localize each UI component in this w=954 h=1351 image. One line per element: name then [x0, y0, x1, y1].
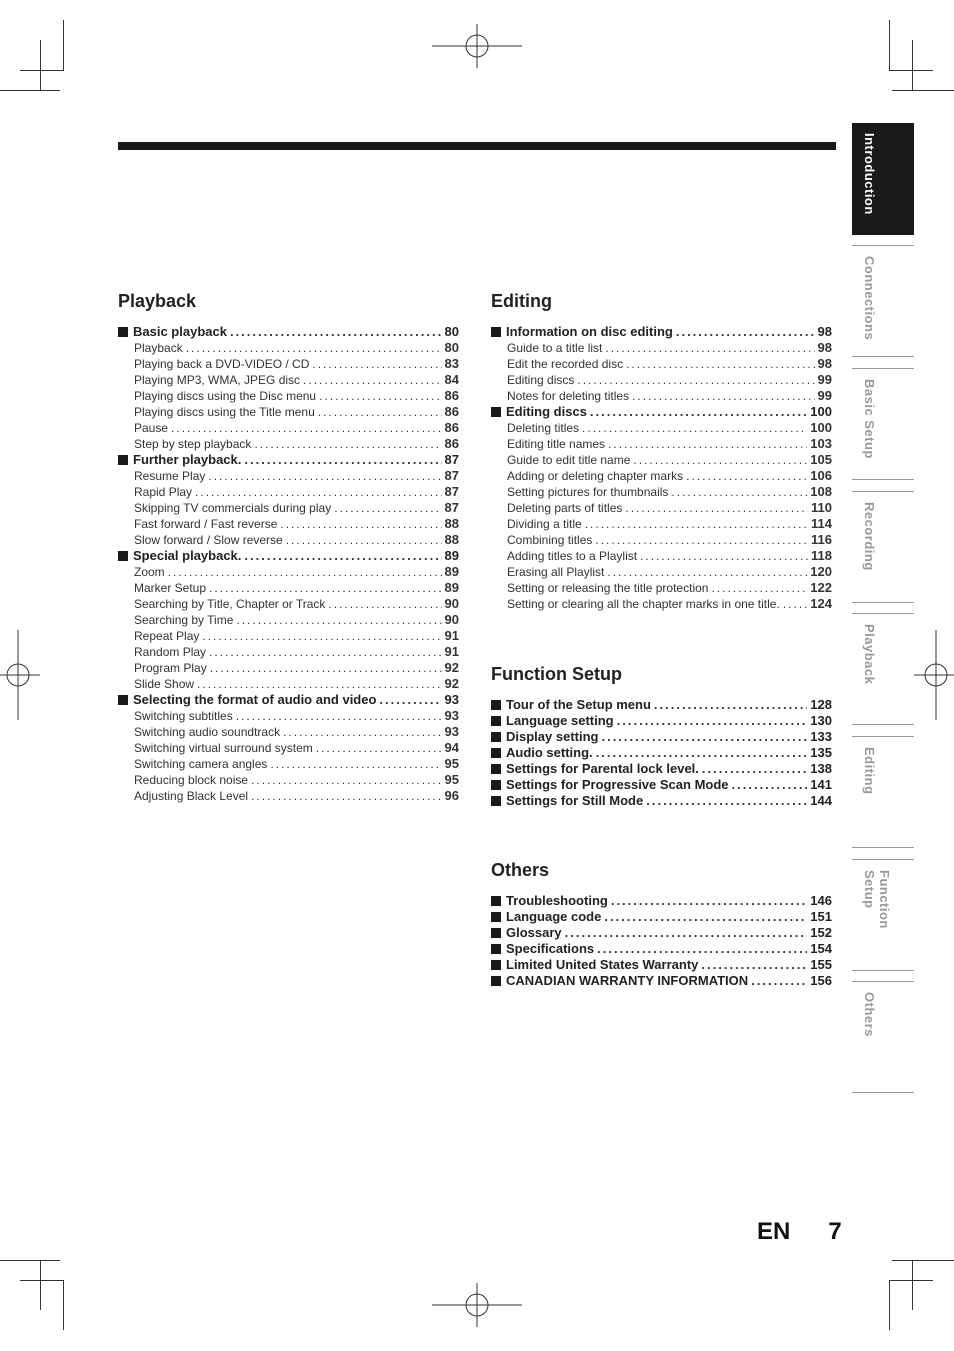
toc-page-number: 87	[444, 452, 459, 467]
side-tab-others[interactable]	[852, 981, 914, 1093]
toc-page-number: 100	[810, 404, 832, 419]
toc-page-number: 146	[810, 893, 832, 908]
toc-page-number: 92	[444, 676, 459, 691]
toc-sub-entry[interactable]	[491, 388, 832, 404]
toc-page-number: 87	[444, 484, 459, 499]
toc-sub-entry[interactable]	[118, 596, 459, 612]
dot-leader	[197, 676, 441, 692]
toc-main-entry[interactable]	[491, 713, 832, 729]
toc-entry-label: Reducing block noise	[134, 773, 249, 787]
toc-entry-label: Playback	[134, 341, 183, 355]
dot-leader	[646, 793, 807, 809]
registration-mark-bottom	[432, 1283, 522, 1327]
toc-entry-label: Language code	[506, 909, 602, 924]
toc-entry-label: CANADIAN WARRANTY INFORMATION	[506, 973, 749, 988]
toc-page-number: 99	[817, 372, 832, 387]
dot-leader	[244, 548, 441, 564]
dot-leader	[585, 516, 808, 532]
toc-entry-label: Edit the recorded disc	[507, 357, 624, 371]
square-bullet-icon	[118, 327, 128, 337]
dot-leader	[676, 324, 815, 340]
toc-page-number: 152	[810, 925, 832, 940]
toc-entry-label: Guide to a title list	[507, 341, 603, 355]
toc-main-entry[interactable]	[118, 692, 459, 708]
toc-entry-label: Skipping TV commercials during play	[134, 501, 332, 515]
toc-page-number: 114	[811, 516, 832, 531]
dot-leader	[195, 484, 442, 500]
square-bullet-icon	[491, 764, 501, 774]
dot-leader	[604, 909, 807, 925]
section-title: Playback	[118, 291, 197, 311]
page-number: 7	[828, 1218, 842, 1245]
toc-sub-entry[interactable]	[491, 548, 832, 564]
language-code: EN	[757, 1218, 791, 1245]
toc-entry-label: Language setting	[506, 713, 614, 728]
toc-page-number: 91	[444, 644, 459, 659]
dot-leader	[595, 532, 808, 548]
toc-entry-label: Information on disc editing	[506, 324, 673, 339]
toc-page-number: 99	[817, 388, 832, 403]
toc-entry-label: Limited United States Warranty	[506, 957, 699, 972]
side-tab-introduction[interactable]	[852, 123, 914, 235]
toc-page-number: 135	[810, 745, 832, 760]
toc-sub-entry[interactable]	[118, 516, 459, 532]
dot-leader	[732, 777, 808, 793]
square-bullet-icon	[491, 976, 501, 986]
dot-leader	[702, 761, 807, 777]
square-bullet-icon	[491, 327, 501, 337]
dot-leader	[633, 452, 807, 468]
toc-page-number: 103	[810, 436, 832, 451]
toc-main-entry[interactable]	[491, 893, 832, 909]
square-bullet-icon	[491, 748, 501, 758]
toc-sub-entry[interactable]	[491, 500, 832, 516]
square-bullet-icon	[491, 944, 501, 954]
side-tab-label: Editing	[862, 747, 877, 795]
toc-page-number: 90	[444, 612, 459, 627]
dot-leader	[283, 724, 441, 740]
toc-page-number: 93	[444, 724, 459, 739]
toc-entry-label: Adding or deleting chapter marks	[507, 469, 684, 483]
toc-page-number: 86	[444, 420, 459, 435]
toc-page-number: 93	[444, 692, 459, 707]
toc-page-number: 87	[444, 468, 459, 483]
dot-leader	[168, 564, 442, 580]
toc-entry-label: Searching by Time	[134, 613, 234, 627]
square-bullet-icon	[118, 695, 128, 705]
toc-sub-entry[interactable]	[491, 340, 832, 356]
dot-leader	[230, 324, 442, 340]
toc-sub-entry[interactable]	[118, 564, 459, 580]
toc-sub-entry[interactable]	[491, 436, 832, 452]
side-tab-basic-setup[interactable]	[852, 368, 914, 480]
side-tab-function-setup[interactable]	[852, 859, 914, 971]
side-tab-label: Connections	[862, 256, 877, 341]
toc-page-number: 116	[811, 532, 832, 547]
dot-leader	[303, 372, 441, 388]
dot-leader	[686, 468, 807, 484]
dot-leader	[236, 612, 441, 628]
dot-leader	[319, 388, 441, 404]
dot-leader	[210, 660, 442, 676]
toc-page-number: 124	[810, 596, 832, 611]
dot-leader	[251, 772, 441, 788]
registration-mark-top	[432, 24, 522, 68]
toc-entry-label: Switching camera angles	[134, 757, 268, 771]
dot-leader	[611, 893, 807, 909]
dot-leader	[590, 404, 807, 420]
toc-entry-label: Zoom	[134, 565, 165, 579]
toc-page-number: 80	[444, 340, 459, 355]
toc-main-entry[interactable]	[491, 973, 832, 989]
toc-sub-entry[interactable]	[491, 420, 832, 436]
toc-page-number: 88	[444, 532, 459, 547]
toc-entry-label: Settings for Still Mode	[506, 793, 644, 808]
section-title: Editing	[491, 291, 552, 311]
toc-entry-label: Dividing a title	[507, 517, 582, 531]
toc-entry-label: Editing title names	[507, 437, 606, 451]
dot-leader	[209, 580, 442, 596]
toc-page-number: 92	[444, 660, 459, 675]
dot-leader	[608, 436, 807, 452]
toc-page-number: 96	[444, 788, 459, 803]
dot-leader	[270, 756, 441, 772]
toc-sub-entry[interactable]	[491, 484, 832, 500]
square-bullet-icon	[491, 912, 501, 922]
toc-page-number: 144	[810, 793, 832, 808]
toc-entry-label: Program Play	[134, 661, 207, 675]
side-tab-label: Playback	[862, 624, 877, 685]
toc-entry-label: Marker Setup	[134, 581, 207, 595]
toc-sub-entry[interactable]	[118, 532, 459, 548]
toc-entry-label: Guide to edit title name	[507, 453, 631, 467]
toc-sub-entry[interactable]	[118, 708, 459, 724]
toc-page-number: 122	[810, 580, 832, 595]
toc-page-number: 95	[444, 756, 459, 771]
function-setup-section	[491, 663, 832, 809]
toc-sub-entry[interactable]	[491, 580, 832, 596]
toc-entry-label: Switching subtitles	[134, 709, 233, 723]
dot-leader	[254, 436, 441, 452]
dot-leader	[236, 708, 442, 724]
dot-leader	[597, 941, 807, 957]
toc-entry-label: Fast forward / Fast reverse	[134, 517, 278, 531]
toc-main-entry[interactable]	[491, 745, 832, 761]
side-tab-label: Basic Setup	[862, 379, 877, 459]
dot-leader	[244, 452, 441, 468]
square-bullet-icon	[491, 796, 501, 806]
dot-leader	[617, 713, 808, 729]
playback-section	[118, 290, 459, 804]
toc-page-number: 120	[810, 564, 832, 579]
toc-main-entry[interactable]	[118, 452, 459, 468]
toc-page-number: 98	[817, 340, 832, 355]
dot-leader	[626, 356, 814, 372]
toc-entry-label: Settings for Parental lock level.	[506, 761, 699, 776]
header-rule	[118, 142, 836, 150]
toc-entry-label: Rapid Play	[134, 485, 193, 499]
toc-page-number: 80	[444, 324, 459, 339]
toc-main-entry[interactable]	[491, 404, 832, 420]
square-bullet-icon	[491, 896, 501, 906]
toc-page-number: 156	[810, 973, 832, 988]
toc-sub-entry[interactable]	[118, 660, 459, 676]
registration-mark-right	[914, 630, 954, 720]
toc-sub-entry[interactable]	[118, 628, 459, 644]
toc-sub-entry[interactable]	[491, 356, 832, 372]
dot-leader	[605, 340, 814, 356]
dot-leader	[783, 596, 807, 612]
toc-entry-label: Erasing all Playlist	[507, 565, 605, 579]
dot-leader	[607, 564, 807, 580]
dot-leader	[751, 973, 807, 989]
dot-leader	[379, 692, 441, 708]
toc-entry-label: Step by step playback	[134, 437, 252, 451]
toc-page-number: 95	[444, 772, 459, 787]
toc-entry-label: Combining titles	[507, 533, 593, 547]
dot-leader	[711, 580, 807, 596]
toc-page-number: 94	[444, 740, 459, 755]
toc-sub-entry[interactable]	[118, 612, 459, 628]
toc-sub-entry[interactable]	[491, 532, 832, 548]
toc-entry-label: Playing back a DVD-VIDEO / CD	[134, 357, 310, 371]
toc-page-number: 105	[810, 452, 832, 467]
toc-main-entry[interactable]	[491, 957, 832, 973]
toc-list	[491, 893, 832, 989]
toc-page-number: 130	[810, 713, 832, 728]
toc-sub-entry[interactable]	[491, 564, 832, 580]
dot-leader	[286, 532, 442, 548]
toc-sub-entry[interactable]	[118, 772, 459, 788]
toc-main-entry[interactable]	[491, 697, 832, 713]
toc-main-entry[interactable]	[491, 925, 832, 941]
toc-sub-entry[interactable]	[491, 452, 832, 468]
section-title: Function Setup	[491, 664, 622, 684]
square-bullet-icon	[491, 780, 501, 790]
toc-page-number: 151	[810, 909, 832, 924]
dot-leader	[209, 644, 441, 660]
toc-entry-label: Setting or clearing all the chapter marks in one title.	[507, 597, 780, 611]
toc-entry-label: Repeat Play	[134, 629, 200, 643]
toc-page-number: 118	[811, 548, 832, 563]
toc-entry-label: Selecting the format of audio and video	[133, 692, 377, 707]
toc-page-number: 155	[810, 957, 832, 972]
toc-sub-entry[interactable]	[118, 500, 459, 516]
dot-leader	[654, 697, 807, 713]
side-tab-label: Recording	[862, 502, 877, 571]
dot-leader	[632, 388, 814, 404]
toc-entry-label: Playing MP3, WMA, JPEG disc	[134, 373, 301, 387]
toc-entry-label: Glossary	[506, 925, 562, 940]
square-bullet-icon	[491, 700, 501, 710]
toc-sub-entry[interactable]	[118, 740, 459, 756]
toc-sub-entry[interactable]	[491, 372, 832, 388]
toc-page-number: 108	[810, 484, 832, 499]
toc-sub-entry[interactable]	[491, 516, 832, 532]
section-title: Others	[491, 860, 550, 880]
others-section	[491, 859, 832, 989]
toc-page-number: 89	[444, 580, 459, 595]
dot-leader	[171, 420, 442, 436]
toc-page-number: 88	[444, 516, 459, 531]
toc-page-number: 91	[444, 628, 459, 643]
toc-entry-label: Switching virtual surround system	[134, 741, 313, 755]
square-bullet-icon	[491, 732, 501, 742]
square-bullet-icon	[491, 407, 501, 417]
toc-main-entry[interactable]	[491, 324, 832, 340]
square-bullet-icon	[118, 551, 128, 561]
toc-entry-label: Slide Show	[134, 677, 195, 691]
toc-entry-label: Random Play	[134, 645, 207, 659]
toc-sub-entry[interactable]	[118, 340, 459, 356]
toc-entry-label: Specifications	[506, 941, 595, 956]
dot-leader	[582, 420, 807, 436]
toc-entry-label: Setting or releasing the title protection	[507, 581, 709, 595]
toc-sub-entry[interactable]	[118, 372, 459, 388]
toc-page-number: 86	[444, 436, 459, 451]
toc-entry-label: Pause	[134, 421, 169, 435]
toc-entry-label: Switching audio soundtrack	[134, 725, 281, 739]
toc-page-number: 83	[444, 356, 459, 371]
dot-leader	[334, 500, 441, 516]
page-footer	[757, 1218, 842, 1246]
toc-sub-entry[interactable]	[118, 468, 459, 484]
toc-sub-entry[interactable]	[118, 484, 459, 500]
toc-list	[491, 697, 832, 809]
toc-entry-label: Deleting titles	[507, 421, 580, 435]
toc-main-entry[interactable]	[491, 729, 832, 745]
toc-sub-entry[interactable]	[118, 788, 459, 804]
toc-page-number: 86	[444, 404, 459, 419]
toc-page-number: 141	[810, 777, 832, 792]
dot-leader	[280, 516, 441, 532]
toc-main-entry[interactable]	[491, 909, 832, 925]
toc-entry-label: Troubleshooting	[506, 893, 608, 908]
toc-entry-label: Editing discs	[506, 404, 587, 419]
side-tab-playback[interactable]	[852, 613, 914, 725]
toc-main-entry[interactable]	[491, 793, 832, 809]
toc-entry-label: Deleting parts of titles	[507, 501, 623, 515]
toc-entry-label: Further playback.	[133, 452, 242, 467]
toc-entry-label: Audio setting.	[506, 745, 593, 760]
toc-page-number: 138	[810, 761, 832, 776]
toc-sub-entry[interactable]	[118, 356, 459, 372]
side-tab-label: Others	[862, 992, 877, 1037]
registration-mark-left	[0, 630, 40, 720]
toc-page-number: 128	[810, 697, 832, 712]
square-bullet-icon	[118, 455, 128, 465]
toc-main-entry[interactable]	[118, 324, 459, 340]
dot-leader	[625, 500, 808, 516]
toc-entry-label: Playing discs using the Title menu	[134, 405, 315, 419]
dot-leader	[565, 925, 808, 941]
side-tab-editing[interactable]	[852, 736, 914, 848]
toc-page-number: 133	[810, 729, 832, 744]
toc-list	[491, 324, 832, 612]
toc-page-number: 110	[811, 500, 832, 515]
toc-entry-label: Notes for deleting titles	[507, 389, 630, 403]
dot-leader	[251, 788, 441, 804]
toc-entry-label: Basic playback	[133, 324, 227, 339]
toc-page-number: 154	[810, 941, 832, 956]
side-tab-recording[interactable]	[852, 491, 914, 603]
toc-entry-label: Tour of the Setup menu	[506, 697, 651, 712]
toc-entry-label: Editing discs	[507, 373, 575, 387]
dot-leader	[318, 404, 442, 420]
side-tab-label: Function Setup	[862, 870, 892, 929]
dot-leader	[701, 957, 807, 973]
toc-main-entry[interactable]	[491, 761, 832, 777]
toc-entry-label: Display setting	[506, 729, 599, 744]
square-bullet-icon	[491, 716, 501, 726]
toc-sub-entry[interactable]	[118, 420, 459, 436]
toc-page-number: 106	[810, 468, 832, 483]
dot-leader	[577, 372, 814, 388]
dot-leader	[328, 596, 441, 612]
square-bullet-icon	[491, 960, 501, 970]
toc-entry-label: Adjusting Black Level	[134, 789, 249, 803]
toc-sub-entry[interactable]	[491, 468, 832, 484]
toc-sub-entry[interactable]	[118, 756, 459, 772]
dot-leader	[208, 468, 441, 484]
toc-page-number: 86	[444, 388, 459, 403]
toc-entry-label: Slow forward / Slow reverse	[134, 533, 283, 547]
dot-leader	[640, 548, 808, 564]
toc-sub-entry[interactable]	[118, 404, 459, 420]
toc-page-number: 98	[817, 356, 832, 371]
toc-entry-label: Special playback.	[133, 548, 242, 563]
toc-page-number: 84	[444, 372, 459, 387]
toc-main-entry[interactable]	[491, 941, 832, 957]
toc-list	[118, 324, 459, 804]
toc-main-entry[interactable]	[118, 548, 459, 564]
toc-entry-label: Adding titles to a Playlist	[507, 549, 638, 563]
side-tab-connections[interactable]	[852, 245, 914, 357]
square-bullet-icon	[491, 928, 501, 938]
toc-sub-entry[interactable]	[118, 676, 459, 692]
dot-leader	[601, 729, 807, 745]
toc-sub-entry[interactable]	[118, 724, 459, 740]
toc-sub-entry[interactable]	[118, 436, 459, 452]
dot-leader	[312, 356, 441, 372]
dot-leader	[671, 484, 807, 500]
toc-page-number: 87	[444, 500, 459, 515]
toc-entry-label: Resume Play	[134, 469, 206, 483]
toc-entry-label: Setting pictures for thumbnails	[507, 485, 669, 499]
dot-leader	[186, 340, 442, 356]
dot-leader	[202, 628, 441, 644]
toc-page-number: 100	[810, 420, 832, 435]
toc-page-number: 93	[444, 708, 459, 723]
dot-leader	[596, 745, 808, 761]
toc-entry-label: Settings for Progressive Scan Mode	[506, 777, 729, 792]
dot-leader	[316, 740, 442, 756]
toc-sub-entry[interactable]	[491, 596, 832, 612]
side-tab-label: Introduction	[862, 133, 877, 215]
toc-entry-label: Playing discs using the Disc menu	[134, 389, 317, 403]
toc-page-number: 89	[444, 564, 459, 579]
editing-section	[491, 290, 832, 612]
toc-sub-entry[interactable]	[118, 644, 459, 660]
toc-main-entry[interactable]	[491, 777, 832, 793]
toc-sub-entry[interactable]	[118, 388, 459, 404]
toc-sub-entry[interactable]	[118, 580, 459, 596]
toc-page-number: 98	[817, 324, 832, 339]
toc-page-number: 90	[444, 596, 459, 611]
toc-entry-label: Searching by Title, Chapter or Track	[134, 597, 326, 611]
toc-page-number: 89	[444, 548, 459, 563]
